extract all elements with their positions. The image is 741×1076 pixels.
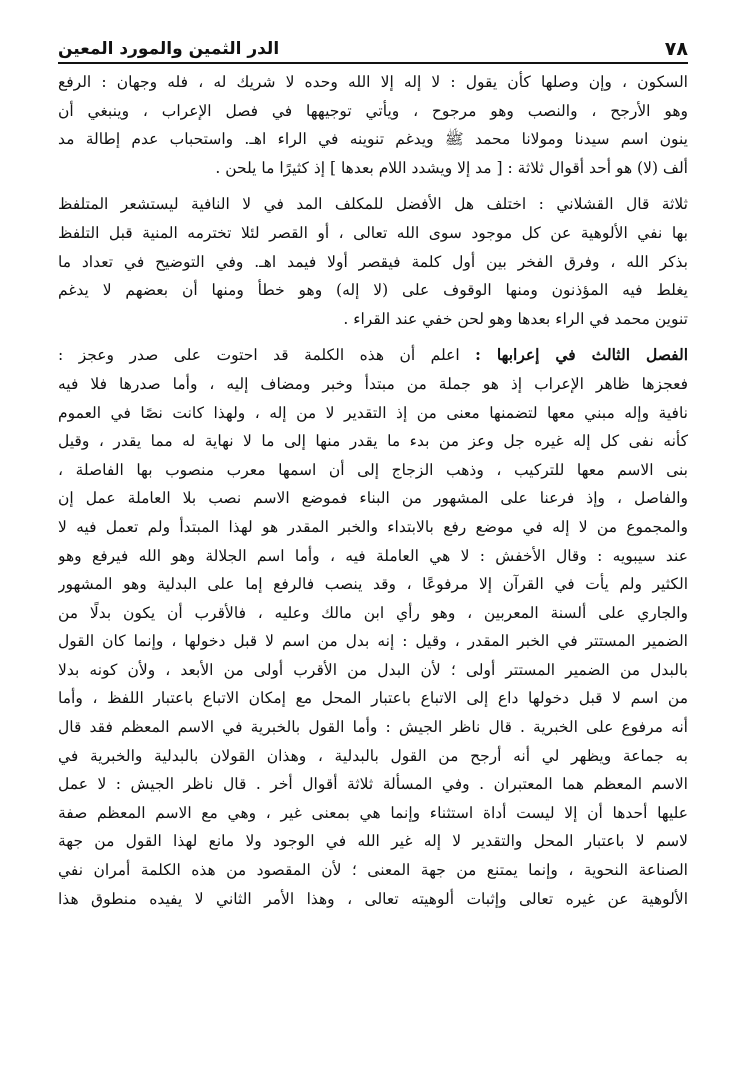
- section-heading: الفصل الثالث في إعرابها :: [475, 345, 688, 365]
- page-body: [58, 68, 688, 921]
- text-line: ألف (لا) هو أحد أقوال ثلاثة : [ مد إلا ويشدد اللام بعدها ] إذ كثيرًا ما يلحن .: [215, 158, 688, 177]
- book-title: الدر الثمين والمورد المعين: [58, 39, 280, 59]
- text-line: الضمير المستتر في الخبر المقدر ، وقيل : إنه بدل من اسم لا قبل دخولها ، وإنما كان القول: [58, 632, 688, 651]
- text-line: والفاصل ، وإذ فرعنا على المشهور من البناء فموضع الاسم نصب بلا العاملة عمل إن: [58, 489, 688, 508]
- text-line: تنوين محمد في الراء بعدها وهو لحن خفي عند القراء .: [343, 309, 688, 328]
- text-line: عند سيبويه : وقال الأخفش : لا هي العاملة فيه ، وأما اسم الجلالة وهو الله فيرفع وهو: [58, 546, 688, 565]
- text-line: فعجزها ظاهر الإعراب إذ هو جملة من مبتدأ وخبر ومضاف إليه ، وأما صدرها فلا فيه: [58, 374, 688, 393]
- text-line: بها نفي الألوهية عن كل موجود سوى الله تعالى ، أو القصر لئلا تخترمه المنية قبل التلفظ: [58, 223, 688, 242]
- text-line: الصناعة النحوية ، وإنما يمتنع من جهة المعنى ؛ لأن المقصود من هذه الكلمة أمران نفي: [58, 861, 688, 880]
- text-line: الكثير ولم يأت في القرآن إلا مرفوعًا ، وقد ينصب فالرفع إما على البدلية وهو المشهور: [58, 575, 688, 594]
- text-line: نافية وإله مبني معها لتضمنها معنى من إذ التقدير لا من إله ، ولهذا كانت نصًا في العموم: [58, 403, 688, 422]
- text-line: الألوهية عن غيره تعالى وإثبات ألوهيته تعالى ، وهذا الأمر الثاني لا يفيده منطوق هذا: [58, 889, 688, 908]
- section-lead-text: اعلم أن هذه الكلمة قد احتوت على صدر وعجز :: [58, 346, 460, 365]
- text-line: وهو الأرجح ، والنصب وهو مرجوح ، ويأتي توجيهها في فصل الإعراب ، وينبغي أن: [58, 101, 688, 120]
- text-line: كأنه نفى كل إله غيره جل وعز من بدء ما يقدر منها إلى ما لا نهاية له مما يقدر ، وقيل: [58, 432, 688, 451]
- text-line: به جماعة ويظهر لي أنه أرجح من القول بالبدلية ، وهذان القولان بالبدلية والخبرية في: [58, 746, 688, 765]
- text-line: بنى الاسم معها للتركيب ، وذهب الزجاج إلى أن اسمها معرب منصوب بها الفاصلة ،: [58, 460, 688, 479]
- text-line: بالبدل من الضمير المستتر أولى ؛ لأن البدل من الأقرب أولى من الأبعد ، ولأن كونه بدلا: [58, 660, 688, 679]
- paragraph-2: [58, 190, 688, 333]
- paragraph-3: [58, 341, 688, 913]
- text-line: ثلاثة قال القشلاني : اختلف هل الأفضل للمكلف المد في لا النافية ليستشعر المتلفظ: [58, 195, 688, 214]
- text-line: والمجموع من لا إله في موضع رفع بالابتداء والخبر المقدر هو لهذا المبتدأ ولم تعمل فيه لا: [58, 517, 688, 536]
- text-line: يغلط فيه المؤذنون ومنها الوقوف على (لا إله) وهو خطأ ومنها أن بعضهم لا يدغم: [58, 281, 688, 300]
- text-line: بذكر الله ، وفرق الفخر بين أول كلمة فيقصر أولا فيمد اهـ. وفي التوضيح في تعداد ما: [58, 252, 688, 271]
- running-header: [58, 34, 688, 60]
- section-first-line: [58, 341, 688, 370]
- text-line: السكون ، وإن وصلها كأن يقول : لا إله إلا الله وحده لا شريك له ، فله وجهان : الرفع: [58, 73, 688, 91]
- text-line: من اسم لا قبل دخولها داع إلى الاتباع باعتبار المحل مع إمكان الاتباع باعتبار اللفظ ، وأما: [58, 689, 688, 708]
- text-line: لاسم لا باعتبار المحل والتقدير لا إله غير الله في الوجود ولا مانع لهذا القول من جهة: [58, 832, 688, 851]
- text-line: ينون اسم سيدنا ومولانا محمد ﷺ ويدغم تنوينه في الراء اهـ. واستحباب عدم إطالة مد: [58, 130, 688, 149]
- text-line: أنه مرفوع على الخبرية . قال ناظر الجيش : وأما القول بالخبرية في الاسم المعظم فقد قال: [58, 718, 688, 737]
- text-line: والجاري على ألسنة المعربين ، وهو رأي ابن مالك وعليه ، فالأقرب أن يكون بدلًا من: [58, 603, 688, 622]
- text-line: عليها أحدها أن إلا ليست أداة استثناء وإنما هي بمعنى غير ، وهي مع الاسم المعظم صفة: [58, 803, 688, 822]
- paragraph-1: [58, 68, 688, 182]
- header-rule: [58, 62, 688, 64]
- page-number: ٧٨: [664, 38, 688, 60]
- text-line: الاسم المعظم هما المعتبران . وفي المسألة ثلاثة أقوال أخر . قال ناظر الجيش : لا عمل: [58, 775, 688, 794]
